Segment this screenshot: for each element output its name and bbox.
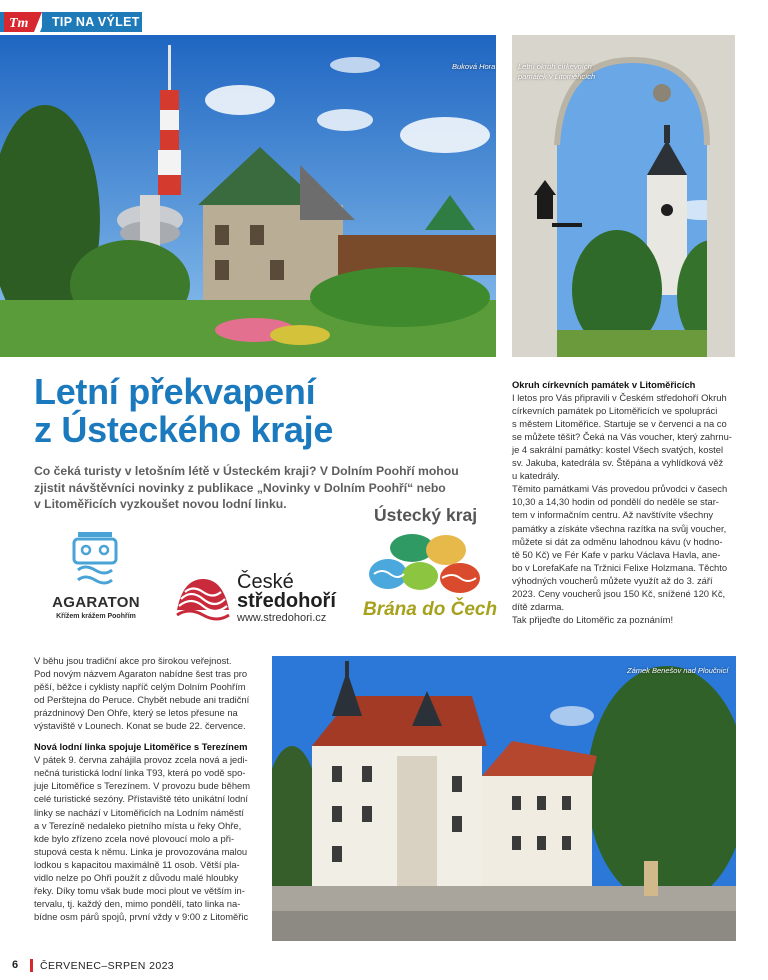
text-line: Pod novým názvem Agaraton nabídne šest tras pro	[34, 668, 248, 680]
text-line: tervalu, tj. každý den, mimo pondělí, tato linka na-	[34, 897, 241, 909]
text-line: je 4 sakrální památky: kostel Všech svatých, kostel	[512, 444, 724, 456]
article-title	[34, 373, 504, 449]
text-line: s městem Litoměřice. Startuje se v červenci a na co	[512, 418, 727, 430]
text-line: pěší, běžce i cyklisty napříč celým Dolním Poohřím	[34, 681, 246, 693]
left-column	[34, 654, 259, 923]
agaraton-subtitle: Křížem krážem Poohřím	[56, 613, 136, 620]
svg-text:Tm: Tm	[9, 16, 29, 31]
text-line: památky a získáte všechna razítka na svůj voucher,	[512, 522, 727, 534]
text-line: stupová cesta k němu. Linka je provozována malou	[34, 845, 248, 857]
text-line: bídne osm párů spojů, první vždy v 9:00 z Litoměřic	[34, 910, 249, 922]
text-line: u katedrály.	[512, 470, 560, 482]
tm-magazine-logo-icon	[4, 12, 42, 32]
text-line: 2023. Ceny voucherů jsou 150 Kč, snížené 120 Kč,	[512, 587, 726, 599]
ceske-stredohori-logo-icon	[175, 575, 231, 625]
text-line: celé turistické sezóny. Přístaviště této unikátní lodní	[34, 793, 248, 805]
text-line: linky se nachází v Litoměřicích na Lodním náměstí	[34, 806, 244, 818]
chateau-photo	[272, 656, 736, 941]
text-line: vidlo nelze po Ohři použít z důvodu malé hloubky	[34, 871, 239, 883]
ceske-stredohori-url: www.stredohori.cz	[237, 612, 327, 624]
agaraton-name: AGARATON	[52, 594, 140, 611]
lead-line: zjistit návštěvníci novinky z publikace „Novinky v Dolním Poohří“ nebo	[34, 480, 446, 495]
text-line: juje Litoměřice s Terezínem. V provozu bude během	[34, 780, 251, 792]
text-line: tem v informačním centru. Až navštívíte všechny	[512, 509, 714, 521]
photo-caption-line-2: památek v Litoměřicích	[518, 72, 596, 81]
title-line: Letní překvapení	[34, 371, 316, 412]
agaraton-logo-icon	[70, 530, 120, 590]
ustecky-kraj-title: Ústecký kraj	[374, 505, 478, 525]
text-line: můžete si dát za odměnu lahodnou kávu (v hodno-	[512, 535, 723, 547]
text-line: Tak přijeďte do Litoměřic za poznáním!	[512, 613, 674, 625]
right-column-heading: Okruh církevních památek v Litoměřicích	[512, 379, 696, 390]
text-line: lodkou s kapacitou maximálně 11 osob. Větší pla-	[34, 858, 240, 870]
text-line: V běhu jsou tradiční akce pro širokou veřejnost.	[34, 655, 232, 666]
text-line: od Perštejna do Peruce. Chybět nebude ani tradiční	[34, 694, 250, 706]
text-line: I letos pro Vás připravili v Českém středohoří Okruh	[512, 392, 727, 404]
text-line: výhodných voucherů můžete využít až do 3. září	[512, 574, 713, 586]
text-line: nečná turistická lodní linka T93, která po vodě spo-	[34, 767, 246, 779]
photo-caption-benesov: Zámek Benešov nad Ploučnicí	[627, 666, 729, 675]
section-tag	[0, 12, 142, 32]
text-line: 10,30 a 14,30 hodin od pondělí do neděle se star-	[512, 496, 719, 508]
tv-tower-photo	[0, 35, 496, 357]
left-column-heading: Nová lodní linka spojuje Litoměřice s Terezínem	[34, 741, 248, 753]
text-line: V pátek 9. června zahájila provoz zcela nová a jedi-	[34, 754, 248, 766]
issue-label: ČERVENEC–SRPEN 2023	[40, 960, 175, 972]
text-line: kde bylo zřízeno zcela nové plovoucí molo a při-	[34, 832, 235, 844]
lead-line: v Litoměřicích vyzkoušet novou lodní linku.	[34, 497, 287, 511]
footer-divider	[30, 959, 33, 972]
text-line: řeky. Díky tomu však bude moci plout ve větším in-	[34, 884, 245, 896]
text-line: a v Terezíně nedaleko pietního místa u řeky Ohře,	[34, 819, 242, 831]
text-line: výstaviště v Lounech. Konat se bude 22. července.	[34, 720, 246, 732]
text-line: dítě zdarma.	[512, 600, 565, 612]
text-line: se můžete těšit? Čeká na Vás voucher, který zahrnu-	[512, 431, 732, 443]
text-line: církevních památek po Litoměřicích ve spolupráci	[512, 405, 718, 417]
right-column	[512, 378, 737, 626]
text-line: tě 50 Kč) ve Fér Kafe v parku Václava Havla, ane-	[512, 548, 721, 560]
photo-caption-bukova-hora: Buková Hora	[452, 62, 496, 71]
ceske-stredohori-line1: České	[237, 571, 294, 593]
lead-line: Co čeká turisty v letošním létě v Ústeckém kraji? V Dolním Poohří mohou	[34, 464, 459, 478]
arch-tower-photo	[512, 35, 735, 357]
text-line: bo v LorefaKafe na Tržnici Felixe Holzmana. Těchto	[512, 561, 728, 573]
ustecky-kraj-slogan: Brána do Čech	[363, 599, 498, 620]
photo-caption-line-1: Letní okruh církevních	[518, 62, 592, 71]
section-tag-label: TIP NA VÝLET	[52, 15, 140, 29]
text-line: sv. Jakuba, katedrála sv. Štěpána a vyhlídková věž	[512, 457, 724, 469]
ceske-stredohori-line2: středohoří	[237, 590, 336, 612]
title-line: z Ústeckého kraje	[34, 409, 334, 450]
page-number: 6	[12, 959, 19, 971]
ustecky-kraj-logo-icon	[368, 530, 488, 598]
text-line: prázdninový Den Ohře, který se letos přesune na	[34, 707, 238, 719]
text-line: Těmito památkami Vás provedou průvodci v časech	[512, 483, 728, 495]
